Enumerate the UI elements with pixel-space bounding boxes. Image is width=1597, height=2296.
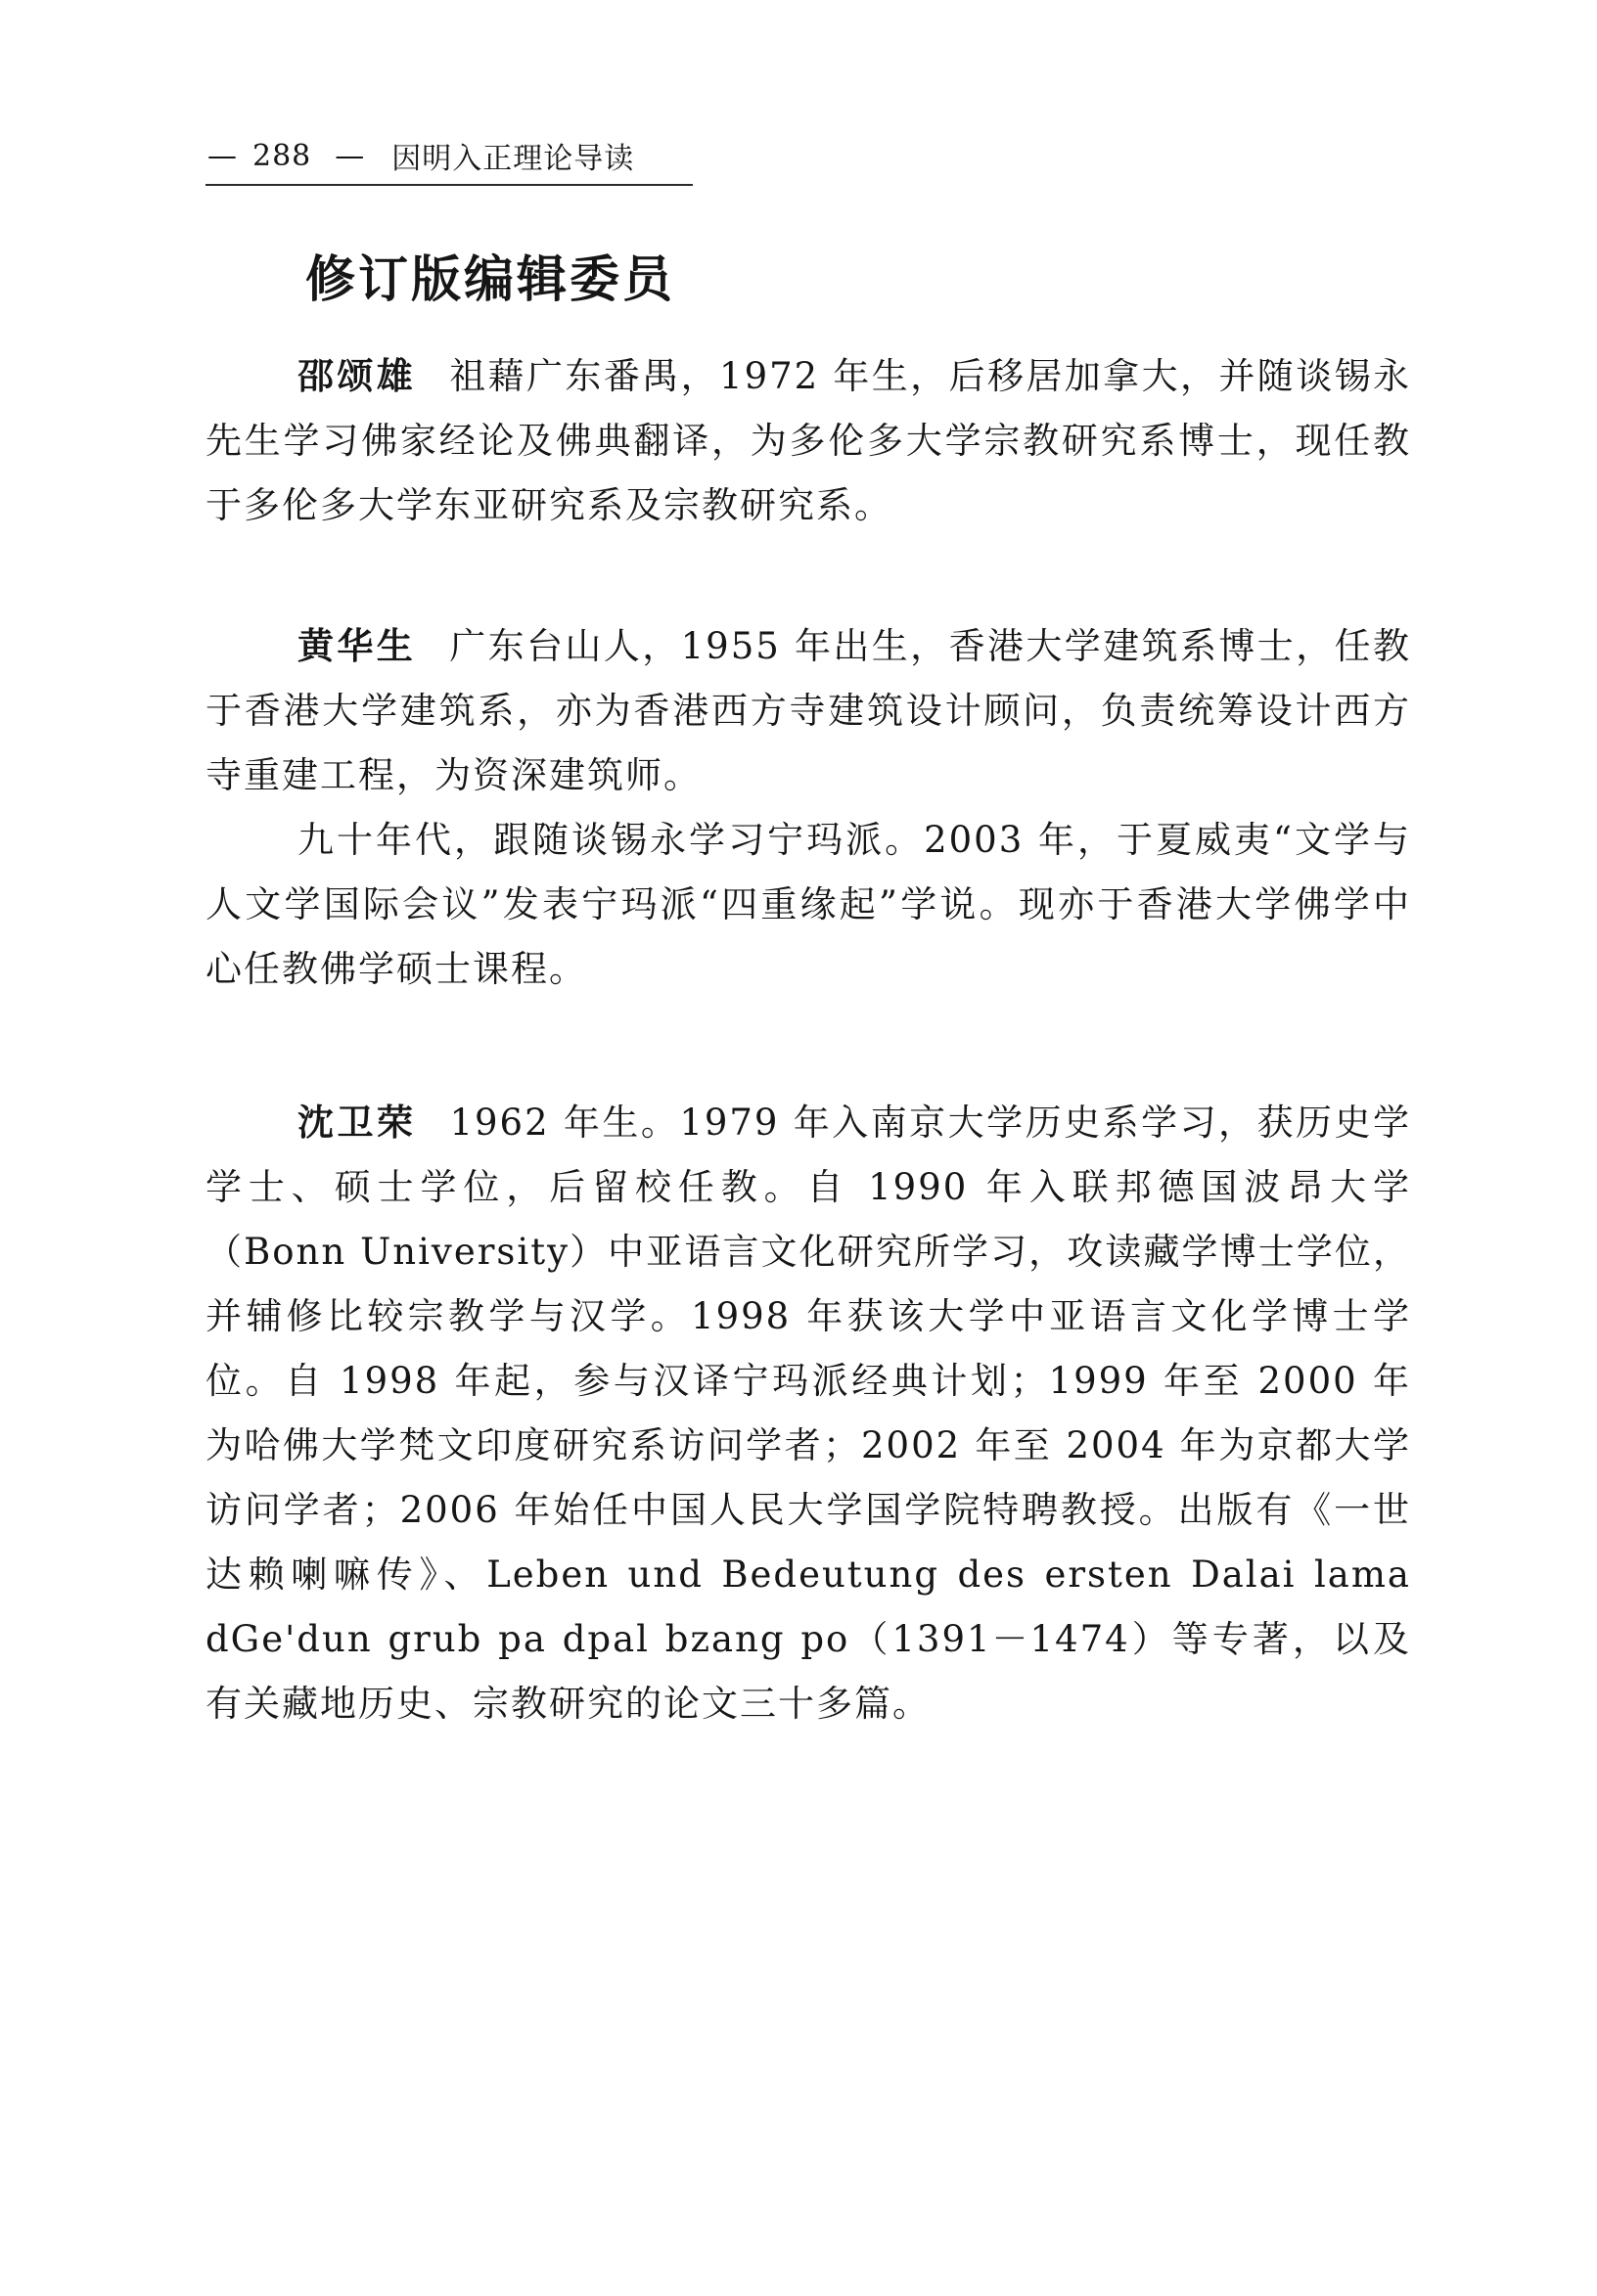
- member-name: 黄华生: [297, 625, 417, 667]
- member-paragraph: [205, 614, 1411, 808]
- member-bio-text: 广东台山人，1955 年出生，香港大学建筑系博士，任教于香港大学建筑系，亦为香港西方寺建筑设计顾问，负责统筹设计西方寺重建工程，为资深建筑师。: [205, 625, 1411, 796]
- page-number: 288: [252, 138, 312, 173]
- book-title: 因明入正理论导读: [391, 142, 635, 176]
- section-title: 修订版编辑委员: [305, 251, 676, 309]
- member-bio-text: 1962 年生。1979 年入南京大学历史系学习，获历史学学士、硕士学位，后留校任教。自 1990 年入联邦德国波昂大学（Bonn University）中亚语言文化研究所学习，攻读藏学博士学位，并辅修比较宗教学与汉学。1998 年获该大学中亚语言文化学博士学位。自 1998 年起，参与汉译宁玛派经典计划；1999 年至 2000 年为哈佛大学梵文印度研究系访问学者；2002 年至 2004 年为京都大学访问学者；2006 年始任中国人民大学国学院特聘教授。出版有《一世达赖喇嘛传》、Leben und Bedeutung des ersten Dalai lama dGe'dun grub pa dpal bzang po（1391－1474）等专著，以及有关藏地历史、宗教研究的论文三十多篇。: [205, 1102, 1411, 1725]
- member-name: 沈卫荣: [297, 1102, 417, 1144]
- member-paragraph: [205, 808, 1411, 1002]
- header-rule: [205, 184, 693, 186]
- member-bio-text: 九十年代，跟随谈锡永学习宁玛派。2003 年，于夏威夷“文学与人文学国际会议”发表宁玛派“四重缘起”学说。现亦于香港大学佛学中心任教佛学硕士课程。: [205, 819, 1411, 990]
- header-dash-right: —: [335, 138, 365, 173]
- header-dash-left: —: [207, 138, 237, 173]
- member-paragraph: [205, 1091, 1411, 1736]
- member-paragraph: [205, 344, 1411, 538]
- member-name: 邵颂雄: [297, 355, 417, 397]
- running-header: [207, 133, 634, 178]
- member-entry: [205, 614, 1411, 1002]
- member-entry: [205, 1091, 1411, 1736]
- member-bio-text: 祖藉广东番禺，1972 年生，后移居加拿大，并随谈锡永先生学习佛家经论及佛典翻译，为多伦多大学宗教研究系博士，现任教于多伦多大学东亚研究系及宗教研究系。: [205, 355, 1411, 526]
- member-entry: [205, 344, 1411, 538]
